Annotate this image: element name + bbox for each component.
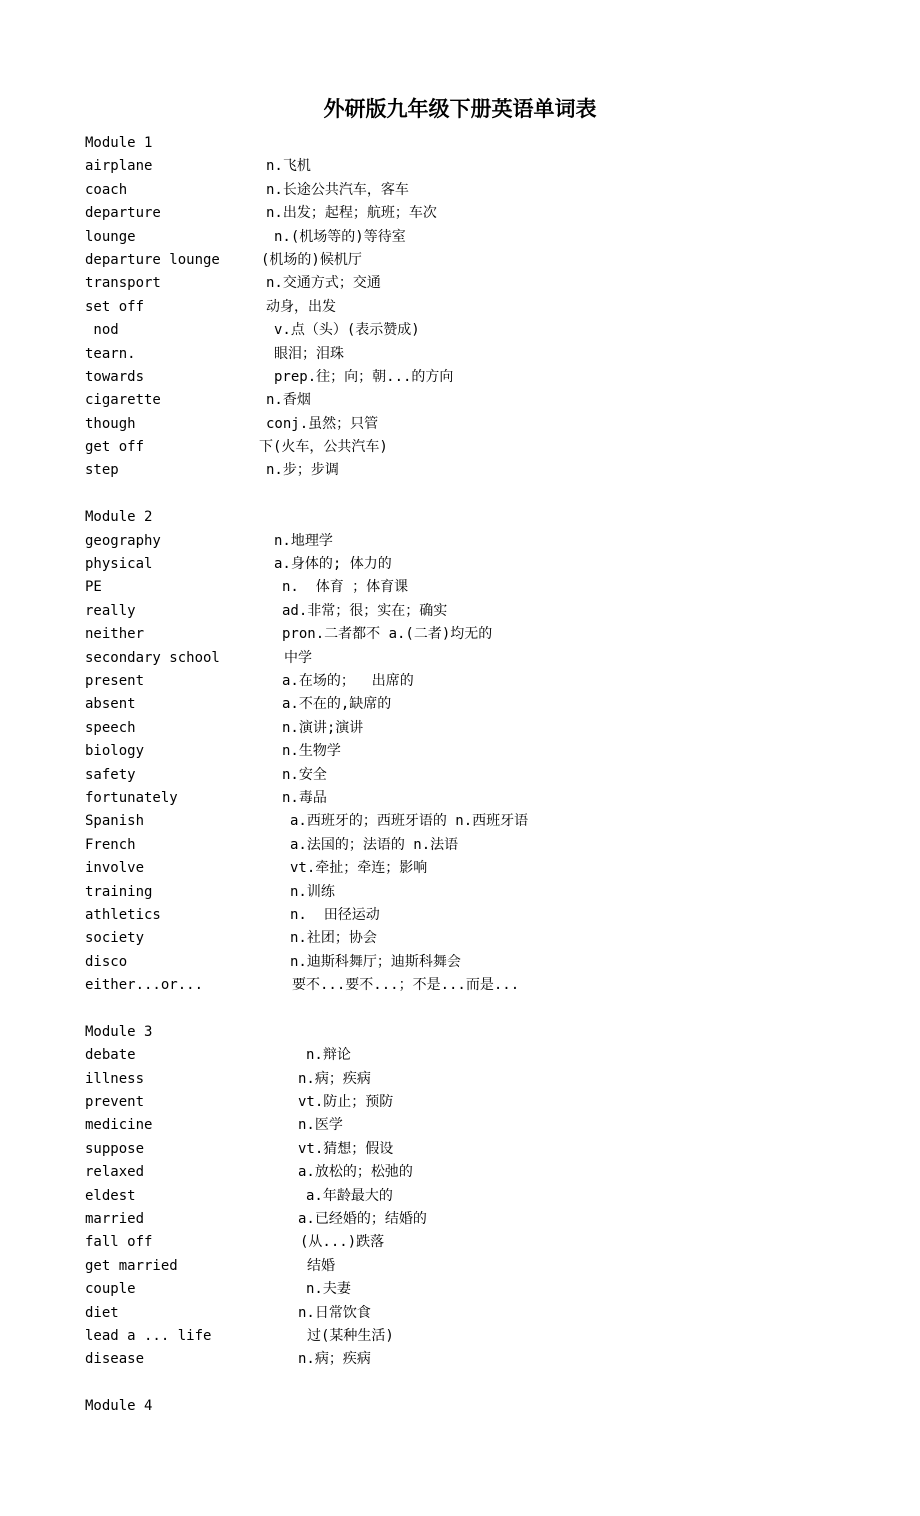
meaning: 动身，出发 [266,298,336,315]
list-item [0,717,920,740]
module-heading: Module 2 [85,509,153,526]
meaning: vt.猜想；假设 [298,1140,394,1157]
list-item [0,1348,920,1371]
meaning: conj.虽然；只管 [266,415,379,432]
list-item [0,319,920,342]
list-item [0,1208,920,1231]
word: either...or... [85,977,204,994]
word: cigarette [85,392,161,409]
meaning: v.点（头）(表示赞成) [274,322,420,339]
list-item [0,530,920,553]
meaning: 中学 [284,649,312,666]
word: eldest [85,1187,136,1204]
word: medicine [85,1117,153,1134]
word: disco [85,953,128,970]
meaning: pron.二者都不 a.(二者)均无的 [282,626,493,643]
meaning: n.病；疾病 [298,1351,371,1368]
list-item [0,600,920,623]
meaning: 过(某种生活) [307,1327,394,1344]
word: French [85,836,136,853]
word: geography [85,532,161,549]
list-item [0,436,920,459]
list-item [0,951,920,974]
meaning: a.不在的,缺席的 [282,696,392,713]
word: couple [85,1281,136,1298]
word: lounge [85,228,136,245]
list-item [0,1325,920,1348]
meaning: n.飞机 [266,158,311,175]
list-item [0,904,920,927]
list-item [0,366,920,389]
word: neither [85,626,145,643]
word: Spanish [85,813,145,830]
list-item [0,155,920,178]
list-item [0,974,920,997]
word: physical [85,556,153,573]
word: fall off [85,1234,153,1251]
list-item [0,693,920,716]
meaning: n.迪斯科舞厅；迪斯科舞会 [290,953,461,970]
list-item [0,787,920,810]
meaning: n. 田径运动 [290,906,380,923]
list-item [0,927,920,950]
list-item [0,179,920,202]
list-item [0,1302,920,1325]
list-item [0,623,920,646]
meaning: n.病；疾病 [298,1070,371,1087]
word: transport [85,275,161,292]
word: biology [85,743,145,760]
meaning: a.西班牙的；西班牙语的 n.西班牙语 [290,813,529,830]
word: step [85,462,119,479]
meaning: n.演讲;演讲 [282,719,364,736]
word: get off [85,439,145,456]
list-item [0,1255,920,1278]
vocabulary-list [0,132,920,1418]
word: fortunately [85,789,178,806]
meaning: n.生物学 [282,743,341,760]
meaning: n.日常饮食 [298,1304,371,1321]
list-item [0,576,920,599]
spacer [0,483,920,506]
list-item [0,647,920,670]
meaning: 要不...要不...；不是...而是... [292,977,520,994]
word: set off [85,298,145,315]
meaning: n.训练 [290,883,335,900]
meaning: 眼泪；泪珠 [274,345,344,362]
meaning: 下(火车，公共汽车) [259,439,388,456]
meaning: n.(机场等的)等待室 [274,228,406,245]
list-item [0,1161,920,1184]
meaning: n.毒品 [282,789,327,806]
meaning: n.医学 [298,1117,343,1134]
meaning: n.长途公共汽车，客车 [266,181,409,198]
list-item [0,1114,920,1137]
meaning: a.身体的; 体力的 [274,556,392,573]
meaning: (从...)跌落 [300,1234,385,1251]
list-item [0,226,920,249]
word: relaxed [85,1164,145,1181]
meaning: (机场的)候机厅 [261,251,362,268]
word: athletics [85,906,161,923]
word: though [85,415,136,432]
meaning: n.夫妻 [306,1281,351,1298]
word: illness [85,1070,145,1087]
word: tearn. [85,345,136,362]
meaning: prep.往；向；朝...的方向 [274,368,454,385]
word: really [85,602,136,619]
list-item [0,810,920,833]
word: debate [85,1047,136,1064]
meaning: n.辩论 [306,1047,351,1064]
list-item [0,1138,920,1161]
word: get married [85,1257,178,1274]
meaning: n.社团；协会 [290,930,377,947]
module-heading: Module 3 [85,1023,153,1040]
list-item [0,764,920,787]
meaning: a.年龄最大的 [306,1187,393,1204]
list-item [0,296,920,319]
meaning: a.在场的； 出席的 [282,672,414,689]
word: speech [85,719,136,736]
module-heading: Module 4 [85,1398,153,1415]
meaning: vt.牵扯；牵连；影响 [290,860,428,877]
list-item [0,1044,920,1067]
meaning: n.地理学 [274,532,333,549]
meaning: n.香烟 [266,392,311,409]
list-item [0,272,920,295]
word: training [85,883,153,900]
list-item [0,881,920,904]
list-item [0,202,920,225]
list-item [0,834,920,857]
word: departure [85,205,161,222]
page-title: 外研版九年级下册英语单词表 [323,96,597,121]
word: involve [85,860,145,877]
word: suppose [85,1140,145,1157]
list-item [0,857,920,880]
meaning: ad.非常；很；实在；确实 [282,602,448,619]
word: disease [85,1351,145,1368]
word: secondary school [85,649,220,666]
meaning: a.法国的；法语的 n.法语 [290,836,459,853]
meaning: a.已经婚的；结婚的 [298,1210,427,1227]
meaning: n.出发；起程；航班；车次 [266,205,437,222]
meaning: n.步；步调 [266,462,339,479]
module-heading: Module 1 [85,135,153,151]
meaning: 结婚 [307,1257,335,1274]
word: society [85,930,145,947]
word: prevent [85,1094,145,1111]
word: safety [85,766,136,783]
meaning: n.交通方式；交通 [266,275,381,292]
list-item [0,1068,920,1091]
list-item [0,389,920,412]
spacer [0,1372,920,1395]
meaning: n.安全 [282,766,327,783]
meaning: n. 体育 ；体育课 [282,579,409,596]
list-item [0,553,920,576]
word: married [85,1210,145,1227]
word: diet [85,1304,119,1321]
word: coach [85,181,128,198]
meaning: a.放松的；松弛的 [298,1164,413,1181]
word: absent [85,696,136,713]
list-item [0,1278,920,1301]
list-item [0,740,920,763]
list-item [0,249,920,272]
list-item [0,459,920,482]
meaning: vt.防止；预防 [298,1094,394,1111]
word: airplane [85,158,153,175]
word: nod [85,322,119,339]
word: towards [85,368,145,385]
spacer [0,997,920,1020]
list-item [0,413,920,436]
word: present [85,672,145,689]
word: PE [85,579,102,596]
list-item [0,1185,920,1208]
list-item [0,1091,920,1114]
word: lead a ... life [85,1327,212,1344]
word: departure lounge [85,251,220,268]
list-item [0,670,920,693]
list-item [0,1231,920,1254]
list-item [0,343,920,366]
